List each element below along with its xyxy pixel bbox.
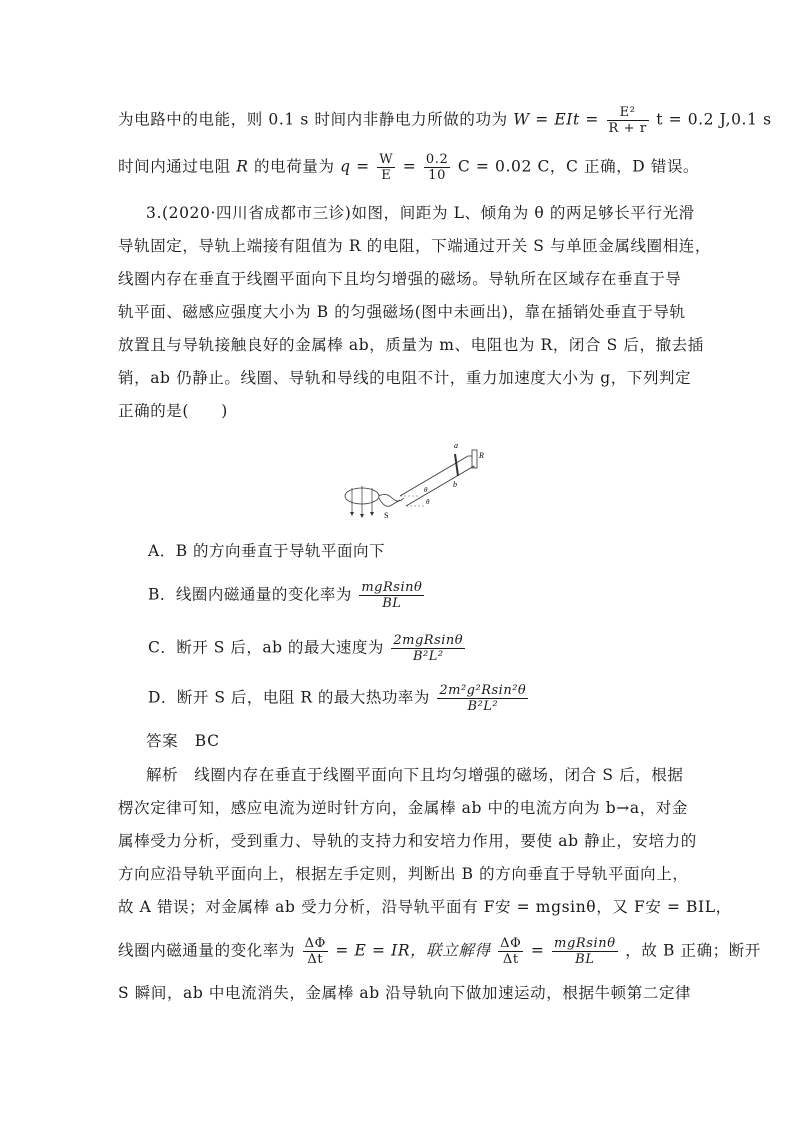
answer-value: BC <box>194 732 220 750</box>
fraction-numerator: 0.2 <box>425 152 449 167</box>
wire <box>379 498 390 506</box>
fraction <box>424 152 450 183</box>
circuit-figure <box>340 436 490 526</box>
fraction-numerator: W <box>379 152 394 167</box>
fraction-denominator: 10 <box>428 168 446 183</box>
fraction <box>303 936 328 967</box>
switch-icon <box>390 500 400 506</box>
fraction-numerator: mgRsinθ <box>361 580 423 595</box>
analysis-line: 解析 线圈内存在垂直于线圈平面向下且均匀增强的磁场，闭合 S 后，根据 <box>146 766 684 784</box>
fraction-denominator: BL <box>575 952 595 967</box>
formula: W = EIt = <box>513 110 599 129</box>
fraction-denominator: BL <box>382 596 402 611</box>
analysis-line: 楞次定律可知，感应电流为逆时针方向，金属棒 ab 中的电流方向为 b→a，对金 <box>118 799 688 817</box>
question-line: 3.(2020·四川省成都市三诊)如图，间距为 L、倾角为 θ 的两足够长平行光滑 <box>146 204 695 222</box>
formula: R <box>236 157 249 176</box>
text-span: 时间内通过电阻 <box>118 157 231 176</box>
label-b: b <box>453 480 457 489</box>
text-line <box>118 105 772 136</box>
answer-line <box>146 730 220 752</box>
text-line <box>118 152 699 183</box>
question-line: 轨平面、磁感应强度大小为 B 的匀强磁场(图中未画出)，靠在插销处垂直于导轨 <box>118 303 686 321</box>
fraction <box>498 936 523 967</box>
text-span: 的电荷量为 <box>254 157 335 176</box>
text-span: 线圈内磁通量的变化率为 <box>118 941 296 960</box>
analysis-line <box>118 936 761 967</box>
fraction-denominator: E <box>381 168 392 183</box>
text-span: 为电路中的电能，则 0.1 s 时间内非静电力所做的功为 <box>118 110 508 129</box>
text-span: = <box>402 157 417 176</box>
label-a: a <box>454 441 458 450</box>
label-s: S <box>384 511 389 520</box>
text-span: C = 0.02 C，C 正确，D 错误。 <box>457 157 700 176</box>
analysis-line: S 瞬间，ab 中电流消失，金属棒 ab 沿导轨向下做加速运动，根据牛顿第二定律 <box>118 984 692 1002</box>
text-span: t = 0.2 J,0.1 s <box>656 110 772 129</box>
option-d <box>148 683 530 714</box>
text-span: = <box>530 941 545 960</box>
option-text: D．断开 S 后，电阻 R 的最大热功率为 <box>148 688 430 707</box>
option-text: B．线圈内磁通量的变化率为 <box>148 585 352 604</box>
fraction-numerator: 2m²g²Rsin²θ <box>439 683 527 698</box>
fraction-numerator: 2mgRsinθ <box>393 633 464 648</box>
resistor-icon <box>472 450 477 468</box>
fraction <box>391 633 465 664</box>
fraction-numerator: ΔΦ <box>500 936 522 951</box>
label-theta: θ <box>426 498 430 506</box>
fraction <box>377 152 395 183</box>
fraction <box>359 580 424 611</box>
arrow-head <box>370 512 374 516</box>
fraction-numerator: ΔΦ <box>304 936 326 951</box>
question-line: 线圈内存在垂直于线圈平面向下且均匀增强的磁场。导轨所在区域存在垂直于导 <box>118 270 682 288</box>
fraction-numerator: mgRsinθ <box>554 936 616 951</box>
analysis-line: 属棒受力分析，受到重力、导轨的支持力和安培力作用，要使 ab 静止，安培力的 <box>118 832 697 850</box>
fraction <box>437 683 528 714</box>
fraction <box>607 105 649 136</box>
arrow-head <box>360 514 364 518</box>
text-span: ，故 B 正确；断开 <box>625 941 761 960</box>
label-r: R <box>479 451 484 460</box>
arrow-head <box>350 512 354 516</box>
analysis-line: 方向应沿导轨平面向上，根据左手定则，判断出 B 的方向垂直于导轨平面向上， <box>118 865 689 883</box>
rail-bottom <box>406 466 474 506</box>
question-line: 正确的是( ) <box>118 402 228 420</box>
fraction <box>552 936 618 967</box>
option-b <box>148 580 426 611</box>
option-c <box>148 633 467 664</box>
question-line: 放置且与导轨接触良好的金属棒 ab，质量为 m、电阻也为 R，闭合 S 后，撤去插 <box>118 336 704 354</box>
fraction-denominator: Δt <box>307 952 324 967</box>
fraction-denominator: B²L² <box>412 649 444 664</box>
text-span: = E = IR，联立解得 <box>335 941 491 960</box>
question-line: 导轨固定，导轨上端接有阻值为 R 的电阻，下端通过开关 S 与单匝金属线圈相连， <box>118 237 711 255</box>
answer-label: 答案 <box>146 732 179 750</box>
option-a: A．B 的方向垂直于导轨平面向下 <box>148 542 386 560</box>
rail-diagram <box>340 436 490 526</box>
option-text: C．断开 S 后，ab 的最大速度为 <box>148 638 384 657</box>
fraction-numerator: E² <box>607 105 649 121</box>
fraction-denominator: Δt <box>502 952 519 967</box>
analysis-line: 故 A 错误；对金属棒 ab 受力分析，沿导轨平面有 F安 = mgsinθ，又 F安 = BIL， <box>118 898 732 916</box>
fraction-denominator: B²L² <box>467 699 499 714</box>
formula: q = <box>340 157 370 176</box>
question-line: 销，ab 仍静止。线圈、导轨和导线的电阻不计，重力加速度大小为 g，下列判定 <box>118 369 692 387</box>
label-theta: θ <box>424 486 428 494</box>
fraction-denominator: R + r <box>608 121 647 136</box>
metal-rod <box>455 454 458 476</box>
